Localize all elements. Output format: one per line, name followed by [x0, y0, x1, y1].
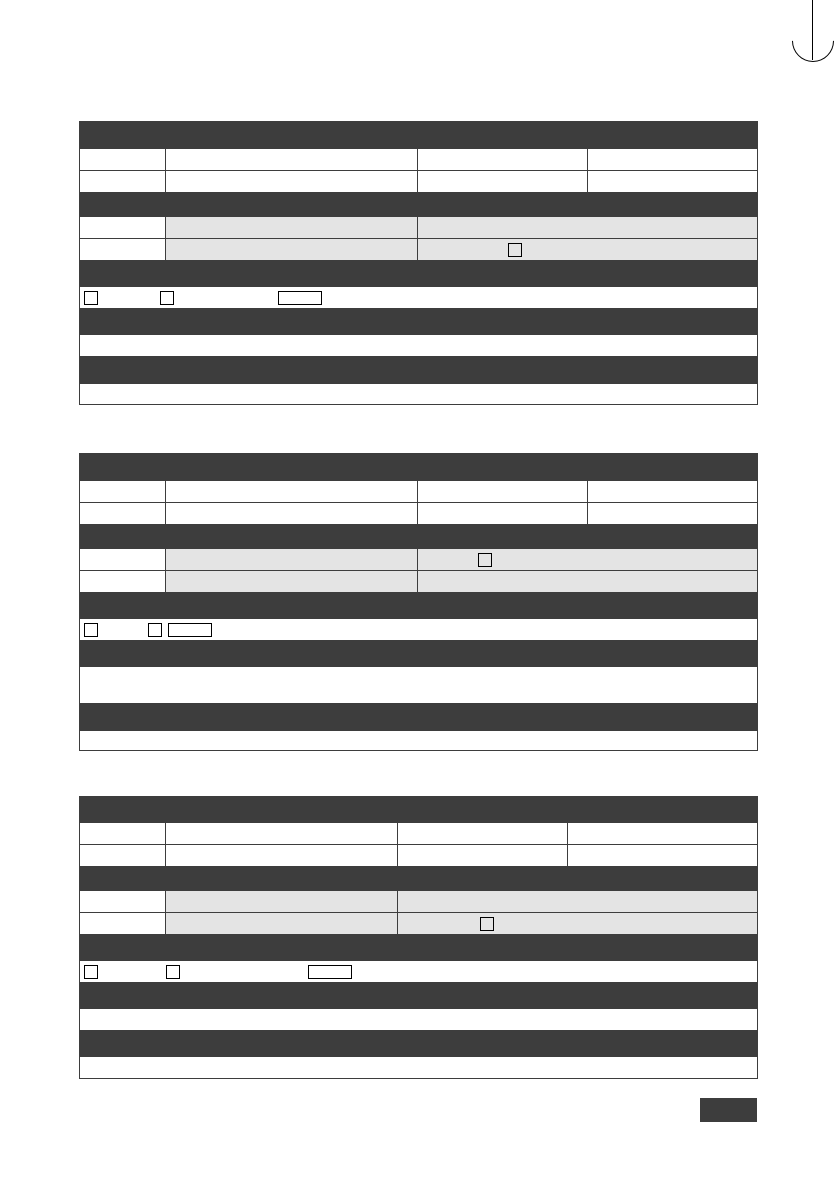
header-cell	[588, 122, 758, 149]
table-header-row	[80, 454, 758, 481]
section-text	[80, 667, 758, 704]
table-row	[80, 503, 758, 525]
table-row	[80, 845, 758, 867]
subheader-cell	[418, 193, 758, 217]
subheader-cell	[80, 193, 418, 217]
section-text-row	[80, 287, 758, 309]
section-header-row	[80, 261, 758, 287]
section-text	[80, 619, 758, 641]
table-header-row	[80, 122, 758, 149]
section-header-row	[80, 983, 758, 1009]
table-subheader-row	[80, 193, 758, 217]
table-row	[80, 171, 758, 193]
section-header-row	[80, 357, 758, 384]
table-cell	[80, 571, 166, 593]
table-cell	[80, 217, 166, 239]
section-text-row	[80, 1057, 758, 1079]
page-number-tab	[700, 1098, 757, 1122]
subheader-cell	[80, 525, 418, 549]
section-header	[80, 309, 758, 335]
inline-box	[480, 917, 494, 931]
table-subheader-row	[80, 525, 758, 549]
inline-rect	[278, 291, 322, 305]
table-cell	[166, 913, 398, 935]
header-cell	[588, 454, 758, 481]
section-text-row	[80, 667, 758, 704]
section-header-row	[80, 593, 758, 619]
table-cell	[398, 913, 758, 935]
table-row	[80, 913, 758, 935]
table-row	[80, 239, 758, 261]
table-cell	[80, 503, 166, 525]
inline-rect	[168, 623, 212, 637]
table-cell	[418, 571, 758, 593]
subheader-cell	[80, 867, 398, 891]
inline-box	[160, 291, 174, 305]
header-cell	[418, 122, 588, 149]
table-cell	[418, 149, 588, 171]
section-text-row	[80, 731, 758, 751]
table-cell	[166, 217, 418, 239]
table-cell	[166, 891, 398, 913]
section-header	[80, 935, 758, 961]
section-header	[80, 593, 758, 619]
header-cell	[398, 797, 568, 823]
table-cell	[398, 823, 568, 845]
section-text	[80, 961, 758, 983]
table-row	[80, 823, 758, 845]
section-text-row	[80, 335, 758, 357]
inline-box	[84, 623, 98, 637]
section-header-row	[80, 309, 758, 335]
table-cell	[166, 149, 418, 171]
table-row	[80, 481, 758, 503]
table-cell	[398, 845, 568, 867]
table-cell	[588, 149, 758, 171]
inline-box	[508, 243, 522, 257]
table-cell	[80, 149, 166, 171]
inline-box	[148, 623, 162, 637]
header-cell	[80, 122, 418, 149]
table-cell	[80, 239, 166, 261]
table-cell	[568, 845, 758, 867]
section-header	[80, 641, 758, 667]
table-cell	[588, 171, 758, 193]
table-cell	[568, 823, 758, 845]
command-table-1	[79, 121, 758, 405]
table-cell	[166, 823, 398, 845]
table-cell	[166, 845, 398, 867]
command-table-3	[79, 796, 758, 1079]
table-row	[80, 217, 758, 239]
table-cell	[418, 503, 588, 525]
table-row	[80, 891, 758, 913]
table-cell	[588, 481, 758, 503]
header-cell	[568, 797, 758, 823]
table-cell	[80, 913, 166, 935]
header-cell	[80, 454, 418, 481]
table-cell	[588, 503, 758, 525]
table-cell	[80, 549, 166, 571]
inline-rect	[308, 965, 352, 979]
table-row	[80, 149, 758, 171]
section-header	[80, 1031, 758, 1057]
inline-box	[84, 291, 98, 305]
section-text	[80, 731, 758, 751]
table-cell	[166, 503, 418, 525]
table-cell	[80, 171, 166, 193]
table-cell	[166, 571, 418, 593]
section-header-row	[80, 704, 758, 731]
subheader-cell	[398, 867, 758, 891]
subheader-cell	[418, 525, 758, 549]
table-cell	[166, 239, 418, 261]
table-cell	[80, 845, 166, 867]
section-text-row	[80, 961, 758, 983]
section-text-row	[80, 619, 758, 641]
section-header-row	[80, 1031, 758, 1057]
table-cell	[418, 481, 588, 503]
inline-box	[478, 553, 492, 567]
header-cell	[418, 454, 588, 481]
table-cell	[418, 217, 758, 239]
section-header-row	[80, 935, 758, 961]
table-cell	[80, 481, 166, 503]
table-cell	[418, 549, 758, 571]
table-row	[80, 549, 758, 571]
table-header-row	[80, 797, 758, 823]
header-cell	[80, 797, 398, 823]
section-header	[80, 261, 758, 287]
table-cell	[398, 891, 758, 913]
table-subheader-row	[80, 867, 758, 891]
section-header	[80, 983, 758, 1009]
table-cell	[418, 239, 758, 261]
section-text-row	[80, 384, 758, 405]
table-cell	[166, 481, 418, 503]
section-text-row	[80, 1009, 758, 1031]
section-text	[80, 384, 758, 405]
inline-box	[166, 965, 180, 979]
section-text	[80, 1057, 758, 1079]
section-header	[80, 704, 758, 731]
table-cell	[80, 891, 166, 913]
section-text	[80, 287, 758, 309]
section-text	[80, 1009, 758, 1031]
table-cell	[418, 171, 588, 193]
section-text	[80, 335, 758, 357]
table-cell	[166, 549, 418, 571]
section-header-row	[80, 641, 758, 667]
table-cell	[166, 171, 418, 193]
table-row	[80, 571, 758, 593]
table-cell	[80, 823, 166, 845]
section-header	[80, 357, 758, 384]
command-table-2	[79, 453, 758, 751]
inline-box	[84, 965, 98, 979]
cut-mark-arc	[783, 11, 839, 70]
